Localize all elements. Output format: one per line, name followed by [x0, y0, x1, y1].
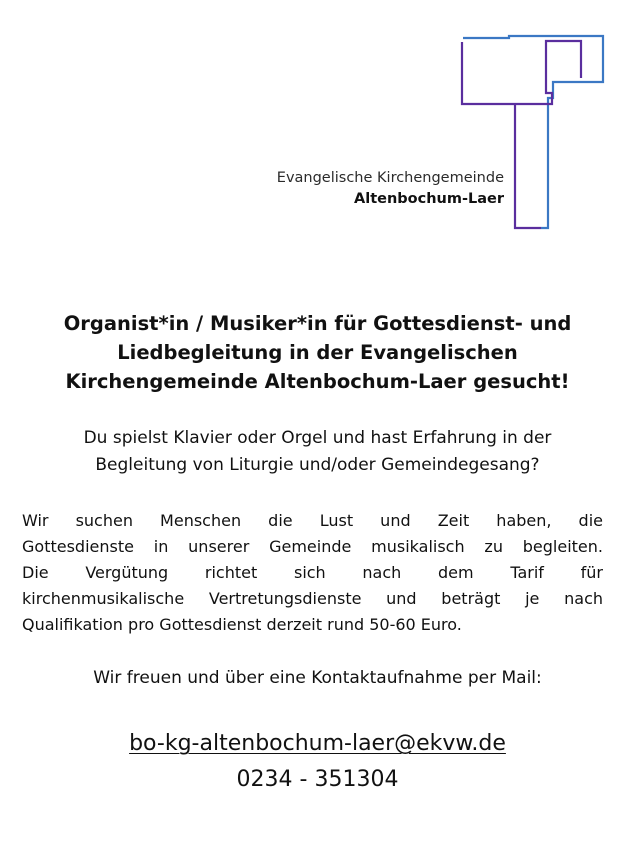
contact-email — [20, 731, 615, 756]
description-line: Qualifikation pro Gottesdienst derzeit rund 50-60 Euro. — [22, 615, 462, 634]
description-paragraph — [22, 508, 603, 638]
description-line: kirchenmusikalische Vertretungsdienste und beträgt je nach — [22, 589, 603, 608]
organization-name: Evangelische Kirchengemeinde — [276, 170, 504, 186]
organization-location: Altenbochum-Laer — [354, 191, 504, 207]
description-line: Gottesdienste in unserer Gemeinde musikalisch zu begleiten. — [22, 537, 603, 556]
description-line: Die Vergütung richtet sich nach dem Tarif für — [22, 563, 603, 582]
contact-phone: 0234 - 351304 — [236, 767, 399, 792]
email-link[interactable]: bo-kg-altenbochum-laer@ekvw.de — [129, 731, 506, 756]
headline-line: Liedbegleitung in der Evangelischen — [117, 341, 518, 364]
headline-line: Organist*in / Musiker*in für Gottesdienst- und — [63, 312, 572, 335]
question-line: Begleitung von Liturgie und/oder Gemeindegesang? — [95, 455, 540, 475]
question-paragraph — [20, 425, 615, 479]
closing-text: Wir freuen und über eine Kontaktaufnahme per Mail: — [93, 668, 542, 688]
question-line: Du spielst Klavier oder Orgel und hast Erfahrung in der — [83, 428, 552, 448]
description-line: Wir suchen Menschen die Lust und Zeit haben, die — [22, 511, 603, 530]
headline-line: Kirchengemeinde Altenbochum-Laer gesucht! — [65, 370, 570, 393]
job-headline — [20, 309, 615, 396]
